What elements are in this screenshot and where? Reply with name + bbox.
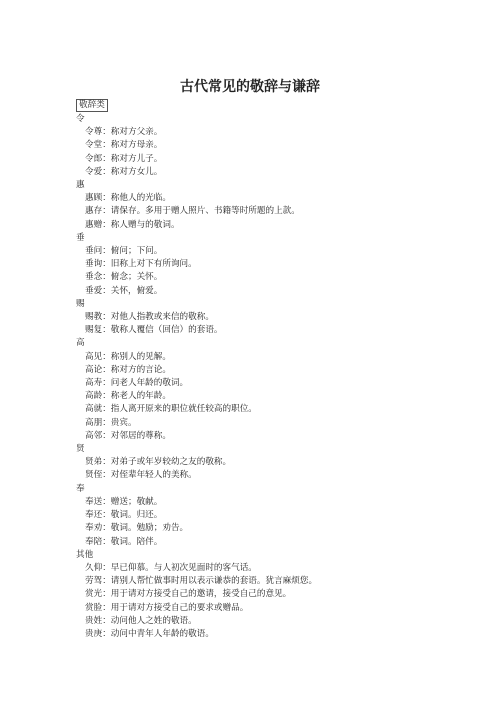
group-heading: 惠 (76, 180, 85, 191)
list-item: 贵姓：动问他人之姓的敬语。 (85, 615, 197, 626)
list-item: 奉还：敬词。归还。 (85, 510, 163, 521)
group-heading: 贤 (76, 444, 85, 455)
list-item: 赐复：敬称人覆信（回信）的套语。 (85, 325, 223, 336)
group-heading: 高 (76, 338, 85, 349)
list-item: 垂问：俯问；下问。 (85, 246, 163, 257)
list-item: 赏脸：用于请对方接受自己的要求或赠品。 (85, 602, 249, 613)
document-body (76, 99, 486, 641)
list-item: 令爱：称对方女儿。 (85, 166, 163, 177)
list-item: 垂爱：关怀，俯爱。 (85, 285, 163, 296)
list-item: 高论：称对方的言论。 (85, 364, 171, 375)
list-item: 贵庚：动问中青年人年龄的敬语。 (85, 628, 214, 639)
group-heading: 令 (76, 114, 85, 124)
list-item: 令堂：称对方母亲。 (85, 140, 163, 151)
list-item: 高邻：对邻居的尊称。 (85, 430, 171, 441)
list-item: 高寿：问老人年龄的敬词。 (85, 378, 189, 389)
group-heading: 其他 (76, 549, 94, 560)
list-item: 垂询：旧称上对下有所询问。 (85, 259, 197, 270)
list-item: 赏光：用于请对方接受自己的邀请，接受自己的意见。 (85, 589, 292, 600)
list-item: 高朋：贵宾。 (85, 417, 137, 428)
list-item: 令郎：称对方儿子。 (85, 153, 163, 164)
list-item: 高就：指人离开原来的职位就任较高的职位。 (85, 404, 257, 415)
list-item: 奉劝：敬词。勉励；劝告。 (85, 523, 189, 534)
list-item: 劳驾：请别人帮忙做事时用以表示谦恭的套语。犹言麻烦您。 (85, 576, 318, 587)
list-item: 贤弟：对弟子或年岁较幼之友的敬称。 (85, 457, 232, 468)
list-item: 高龄：称老人的年龄。 (85, 391, 171, 402)
page-title: 古代常见的敬辞与谦辞 (180, 79, 320, 95)
group-heading: 奉 (76, 483, 85, 494)
list-item: 令尊：称对方父亲。 (85, 127, 163, 138)
list-item: 惠顾：称他人的光临。 (85, 193, 171, 204)
group-heading: 赐 (76, 298, 85, 309)
list-item: 久仰：早已仰慕。与人初次见面时的客气话。 (85, 562, 257, 573)
list-item: 赐教：对他人指教或来信的敬称。 (85, 312, 214, 323)
category-label: 敬辞类 (76, 99, 108, 112)
list-item: 垂念：俯念；关怀。 (85, 272, 163, 283)
list-item: 奉送：赠送；敬献。 (85, 496, 163, 507)
list-item: 奉陪：敬词。陪伴。 (85, 536, 163, 547)
group-heading: 垂 (76, 232, 85, 243)
list-item: 高见：称别人的见解。 (85, 351, 171, 362)
list-item: 贤侄：对侄辈年轻人的美称。 (85, 470, 197, 481)
list-item: 惠存：请保存。多用于赠人照片、书籍等时所题的上款。 (85, 206, 300, 217)
list-item: 惠赠：称人赠与的敬词。 (85, 219, 180, 230)
